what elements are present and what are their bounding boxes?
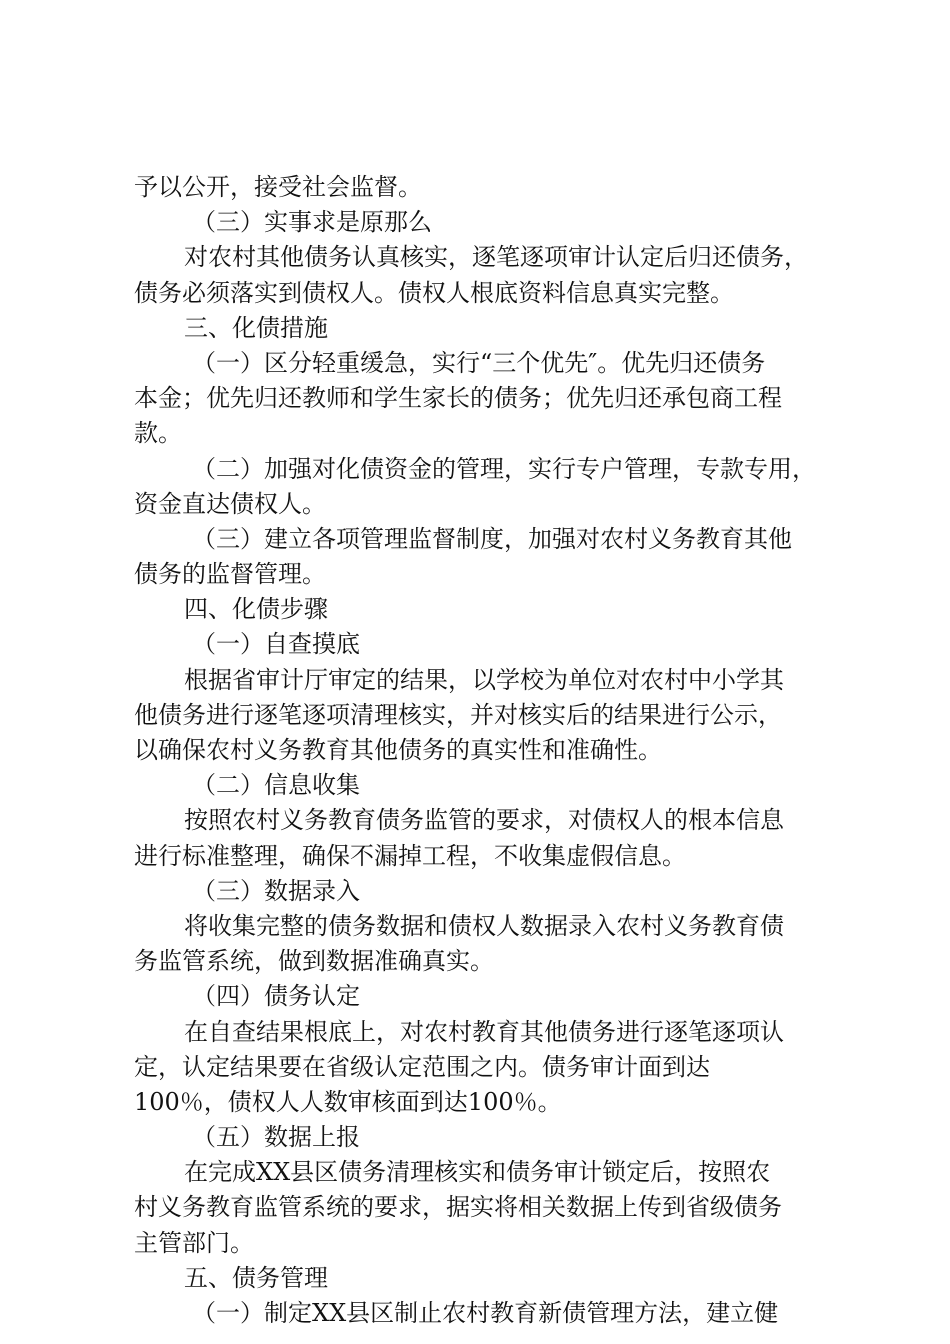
text-line: 进行标准整理，确保不漏掉工程，不收集虚假信息。 — [134, 841, 686, 870]
text-line: 根据省审计厅审定的结果，以学校为单位对农村中小学其 — [184, 665, 784, 694]
text-line: 务监管系统，做到数据准确真实。 — [134, 947, 494, 976]
section-heading: （四）债务认定 — [192, 982, 360, 1011]
text-line: 资金直达债权人。 — [134, 489, 326, 518]
text-line: （一）区分轻重缓急，实行“三个优先″。优先归还债务 — [192, 348, 766, 377]
text-line: （二）加强对化债资金的管理，实行专户管理，专款专用， — [192, 454, 816, 483]
text-line: 本金；优先归还教师和学生家长的债务；优先归还承包商工程 — [134, 384, 782, 413]
text-line: 以确保农村义务教育其他债务的真实性和准确性。 — [134, 736, 662, 764]
section-heading: （三）实事求是原那么 — [192, 208, 432, 237]
text-line: 100％，债权人人数审核面到达100％。 — [134, 1087, 562, 1116]
section-heading: 五、债务管理 — [184, 1263, 328, 1292]
text-line: 将收集完整的债务数据和债权人数据录入农村义务教育债 — [184, 911, 784, 940]
text-line: 定，认定结果要在省级认定范围之内。债务审计面到达 — [134, 1052, 710, 1081]
section-heading: 三、化债措施 — [184, 313, 328, 342]
text-line: 他债务进行逐笔逐项清理核实，并对核实后的结果进行公示， — [134, 700, 782, 729]
text-line: （一）制定XX县区制止农村教育新债管理方法，建立健 — [192, 1299, 779, 1327]
text-line: 主管部门。 — [134, 1228, 254, 1257]
text-line: 在完成XX县区债务清理核实和债务审计锁定后，按照农 — [184, 1158, 771, 1187]
section-heading: 四、化债步骤 — [184, 595, 328, 624]
text-line: 债务的监督管理。 — [134, 560, 326, 589]
text-line: 予以公开，接受社会监督。 — [134, 173, 422, 201]
text-line: 债务必须落实到债权人。债权人根底资料信息真实完整。 — [134, 278, 734, 307]
text-line: 款。 — [134, 419, 182, 448]
section-heading: （二）信息收集 — [192, 771, 360, 800]
text-line: 对农村其他债务认真核实，逐笔逐项审计认定后归还债务， — [184, 243, 808, 272]
section-heading: （三）数据录入 — [192, 876, 360, 905]
text-line: 村义务教育监管系统的要求，据实将相关数据上传到省级债务 — [134, 1193, 782, 1222]
document-body — [134, 170, 834, 1331]
section-heading: （五）数据上报 — [192, 1123, 360, 1152]
text-line: 在自查结果根底上，对农村教育其他债务进行逐笔逐项认 — [184, 1017, 784, 1046]
text-line: （三）建立各项管理监督制度，加强对农村义务教育其他 — [192, 524, 792, 553]
text-line: 按照农村义务教育债务监管的要求，对债权人的根本信息 — [184, 806, 784, 835]
section-heading: （一）自查摸底 — [192, 630, 360, 659]
